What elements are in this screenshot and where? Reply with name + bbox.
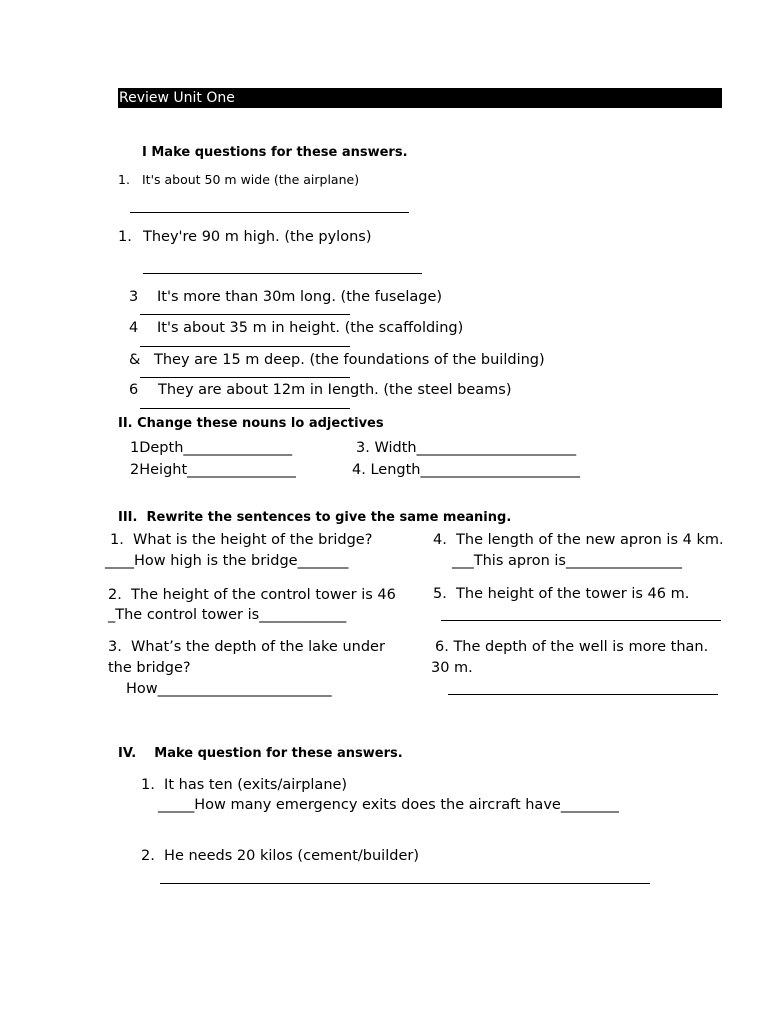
rewrite-q3-answer[interactable]: How________________________ [126, 681, 332, 697]
noun-item-length[interactable]: 4. Length______________________ [352, 462, 580, 478]
answer-line[interactable] [441, 620, 721, 621]
noun-item-depth[interactable]: 1Depth_______________ [130, 440, 293, 456]
noun-item-width[interactable]: 3. Width______________________ [356, 440, 577, 456]
question-q1-prompt: 1. It has ten (exits/airplane) [141, 777, 348, 793]
section1-heading: I Make questions for these answers. [142, 145, 408, 160]
section1-item-text: It's about 50 m wide (the airplane) [142, 172, 360, 187]
section1-item-num: 6 [129, 382, 139, 398]
rewrite-q1-prompt: 1. What is the height of the bridge? [110, 532, 373, 548]
noun-item-height[interactable]: 2Height_______________ [130, 462, 296, 478]
rewrite-q3-prompt-line2: the bridge? [108, 660, 191, 676]
question-q1-answer[interactable]: _____How many emergency exits does the aircraft have________ [158, 797, 619, 813]
rewrite-q1-answer[interactable]: ____How high is the bridge_______ [105, 553, 349, 569]
answer-line[interactable] [160, 883, 650, 884]
section1-item-text: They are about 12m in Iength. (the steel beams) [158, 382, 512, 398]
section1-item-num: 1. [118, 229, 132, 245]
section1-item-num: 1. [118, 172, 130, 187]
section1-item-text: They are 15 m deep. (the foundations of the building) [154, 352, 545, 368]
rewrite-q4-prompt: 4. The length of the new apron is 4 km. [433, 532, 724, 548]
rewrite-q2-prompt: 2. The height of the control tower is 46 [108, 587, 396, 603]
rewrite-q4-answer[interactable]: ___This apron is________________ [452, 553, 682, 569]
answer-line[interactable] [130, 212, 409, 213]
answer-line[interactable] [140, 408, 350, 409]
rewrite-q2-answer[interactable]: _The control tower is____________ [108, 607, 347, 623]
section1-item-num: 4 [129, 320, 139, 336]
rewrite-q5-prompt: 5. The height of the tower is 46 m. [433, 586, 690, 602]
question-q2-prompt: 2. He needs 20 kilos (cement/builder) [141, 848, 419, 864]
section1-item-text: It's more than 30m long. (the fuselage) [157, 289, 443, 305]
section3-heading: III. Rewrite the sentences to give the same meaning. [118, 510, 512, 525]
rewrite-q3-prompt-line1: 3. What’s the depth of the lake under [108, 639, 385, 655]
section2-heading: II. Change these nouns lo adjectives [118, 416, 384, 431]
answer-line[interactable] [140, 346, 350, 347]
rewrite-q6-prompt-line2: 30 m. [431, 660, 473, 676]
answer-line[interactable] [143, 273, 422, 274]
section1-item-num: & [129, 352, 141, 368]
section4-heading: IV. Make question for these answers. [118, 746, 403, 761]
answer-line[interactable] [140, 377, 350, 378]
rewrite-q6-prompt-line1: 6. The depth of the well is more than. [435, 639, 709, 655]
section1-item-text: They're 90 m high. (the pylons) [143, 229, 372, 245]
page-title: Review Unit One [119, 90, 235, 106]
section1-item-num: 3 [129, 289, 139, 305]
answer-line[interactable] [140, 314, 350, 315]
section1-item-text: It's about 35 m in height. (the scaffolding) [157, 320, 464, 336]
answer-line[interactable] [448, 694, 718, 695]
